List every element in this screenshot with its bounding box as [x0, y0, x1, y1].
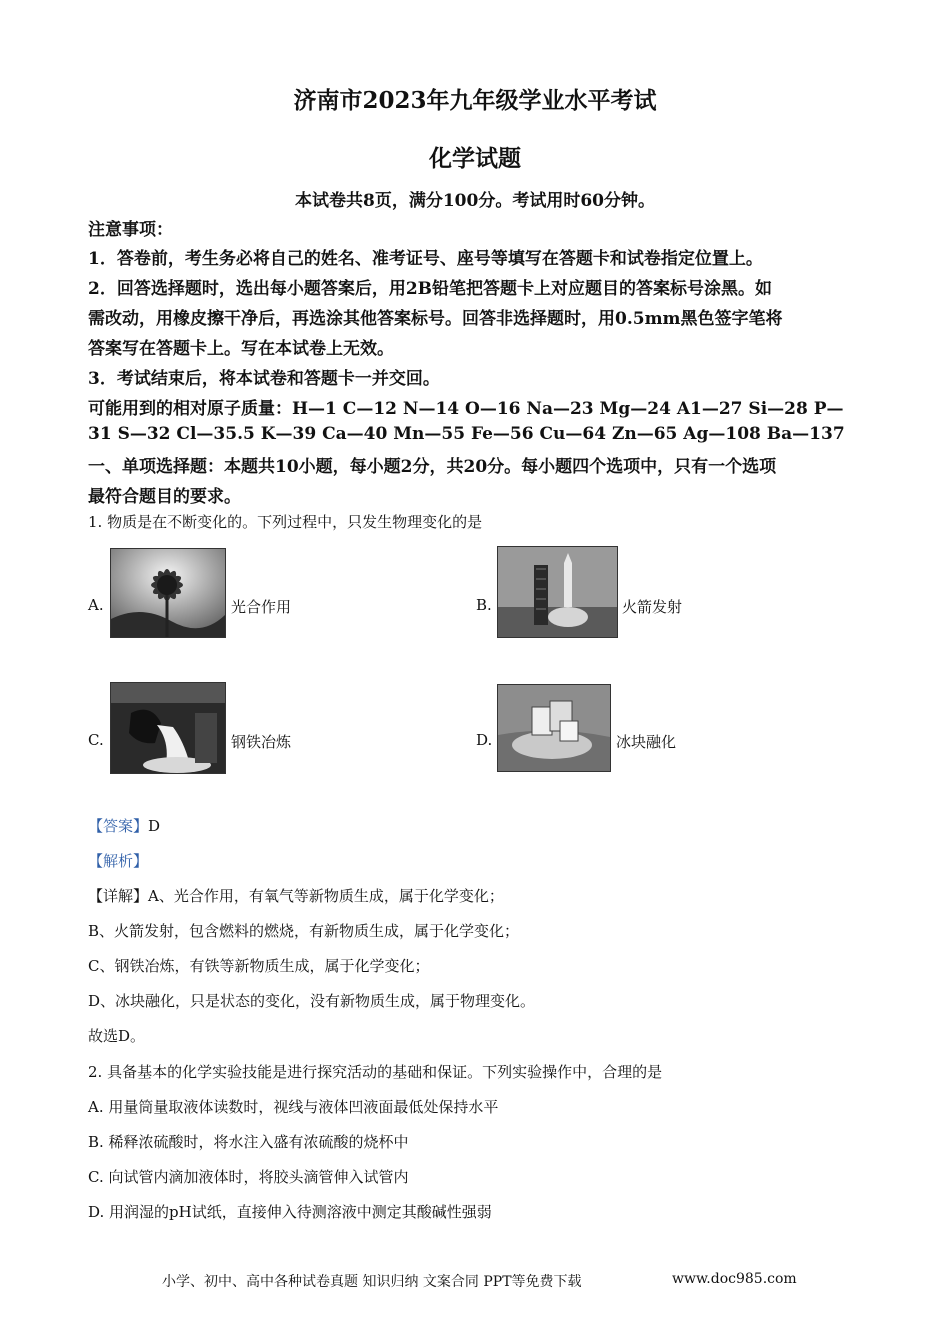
option-letter: A.: [88, 596, 104, 614]
detail-line: B、火箭发射，包含燃料的燃烧，有新物质生成，属于化学变化；: [88, 922, 520, 940]
option-text: 光合作用: [231, 598, 292, 616]
analysis-label: 【解析】: [88, 852, 149, 870]
atomic-mass-line: 可能用到的相对原子质量：H—1 C—12 N—14 O—16 Na—23 Mg—24 A1—27 Si—28 P—: [88, 399, 844, 419]
option-text: 火箭发射: [622, 598, 683, 616]
page-title: 济南市2023年九年级学业水平考试: [293, 87, 657, 114]
notice-heading: 注意事项：: [88, 220, 173, 240]
option-text: 冰块融化: [616, 733, 677, 751]
melting-ice-photo: [497, 684, 611, 772]
detail-label: 【详解】: [88, 887, 149, 905]
page-subtitle: 化学试题: [429, 145, 521, 172]
footer-url[interactable]: www.doc985.com: [672, 1271, 797, 1287]
section-heading: 最符合题目的要求。: [88, 487, 241, 507]
section-heading: 一、单项选择题：本题共10小题，每小题2分，共20分。每小题四个选项中，只有一个选项: [88, 457, 777, 477]
notice-line: 3．考试结束后，将本试卷和答题卡一并交回。: [88, 369, 440, 389]
sunflower-photo: [110, 548, 226, 638]
exam-info: 本试卷共8页，满分100分。考试用时60分钟。: [295, 191, 655, 211]
option-line: D. 用润湿的pH试纸，直接伸入待测溶液中测定其酸碱性强弱: [88, 1203, 492, 1221]
steel-smelting-photo: [110, 682, 226, 774]
atomic-mass-line: 31 S—32 Cl—35.5 K—39 Ca—40 Mn—55 Fe—56 Cu—64 Zn—65 Ag—108 Ba—137: [88, 424, 845, 444]
option-letter: D.: [476, 731, 493, 749]
option-line: C. 向试管内滴加液体时，将胶头滴管伸入试管内: [88, 1168, 409, 1186]
option-text: 钢铁冶炼: [231, 733, 292, 751]
answer-label: 【答案】: [88, 817, 149, 835]
notice-line: 答案写在答题卡上。写在本试卷上无效。: [88, 339, 394, 359]
detail-line: A、光合作用，有氧气等新物质生成，属于化学变化；: [148, 887, 504, 905]
option-letter: C.: [88, 731, 104, 749]
notice-line: 1．答卷前，考生务必将自己的姓名、准考证号、座号等填写在答题卡和试卷指定位置上。: [88, 249, 763, 269]
detail-line: C、钢铁冶炼，有铁等新物质生成，属于化学变化；: [88, 957, 430, 975]
option-line: B. 稀释浓硫酸时，将水注入盛有浓硫酸的烧杯中: [88, 1133, 409, 1151]
detail-line: 故选D。: [88, 1027, 146, 1045]
detail-line: D、冰块融化，只是状态的变化，没有新物质生成，属于物理变化。: [88, 992, 536, 1010]
notice-line: 需改动，用橡皮擦干净后，再选涂其他答案标号。回答非选择题时，用0.5mm黑色签字笔将: [88, 309, 783, 329]
footer-text: 小学、初中、高中各种试卷真题 知识归纳 文案合同 PPT等免费下载: [162, 1274, 582, 1290]
option-line: A. 用量筒量取液体读数时，视线与液体凹液面最低处保持水平: [88, 1098, 499, 1116]
rocket-launch-photo: [497, 546, 618, 638]
answer-value: D: [148, 817, 161, 835]
question-stem: 1. 物质是在不断变化的。下列过程中，只发生物理变化的是: [88, 513, 483, 531]
option-letter: B.: [476, 596, 492, 614]
notice-line: 2．回答选择题时，选出每小题答案后，用2B铅笔把答题卡上对应题目的答案标号涂黑。如: [88, 279, 773, 299]
question-stem: 2. 具备基本的化学实验技能是进行探究活动的基础和保证。下列实验操作中，合理的是: [88, 1063, 663, 1081]
